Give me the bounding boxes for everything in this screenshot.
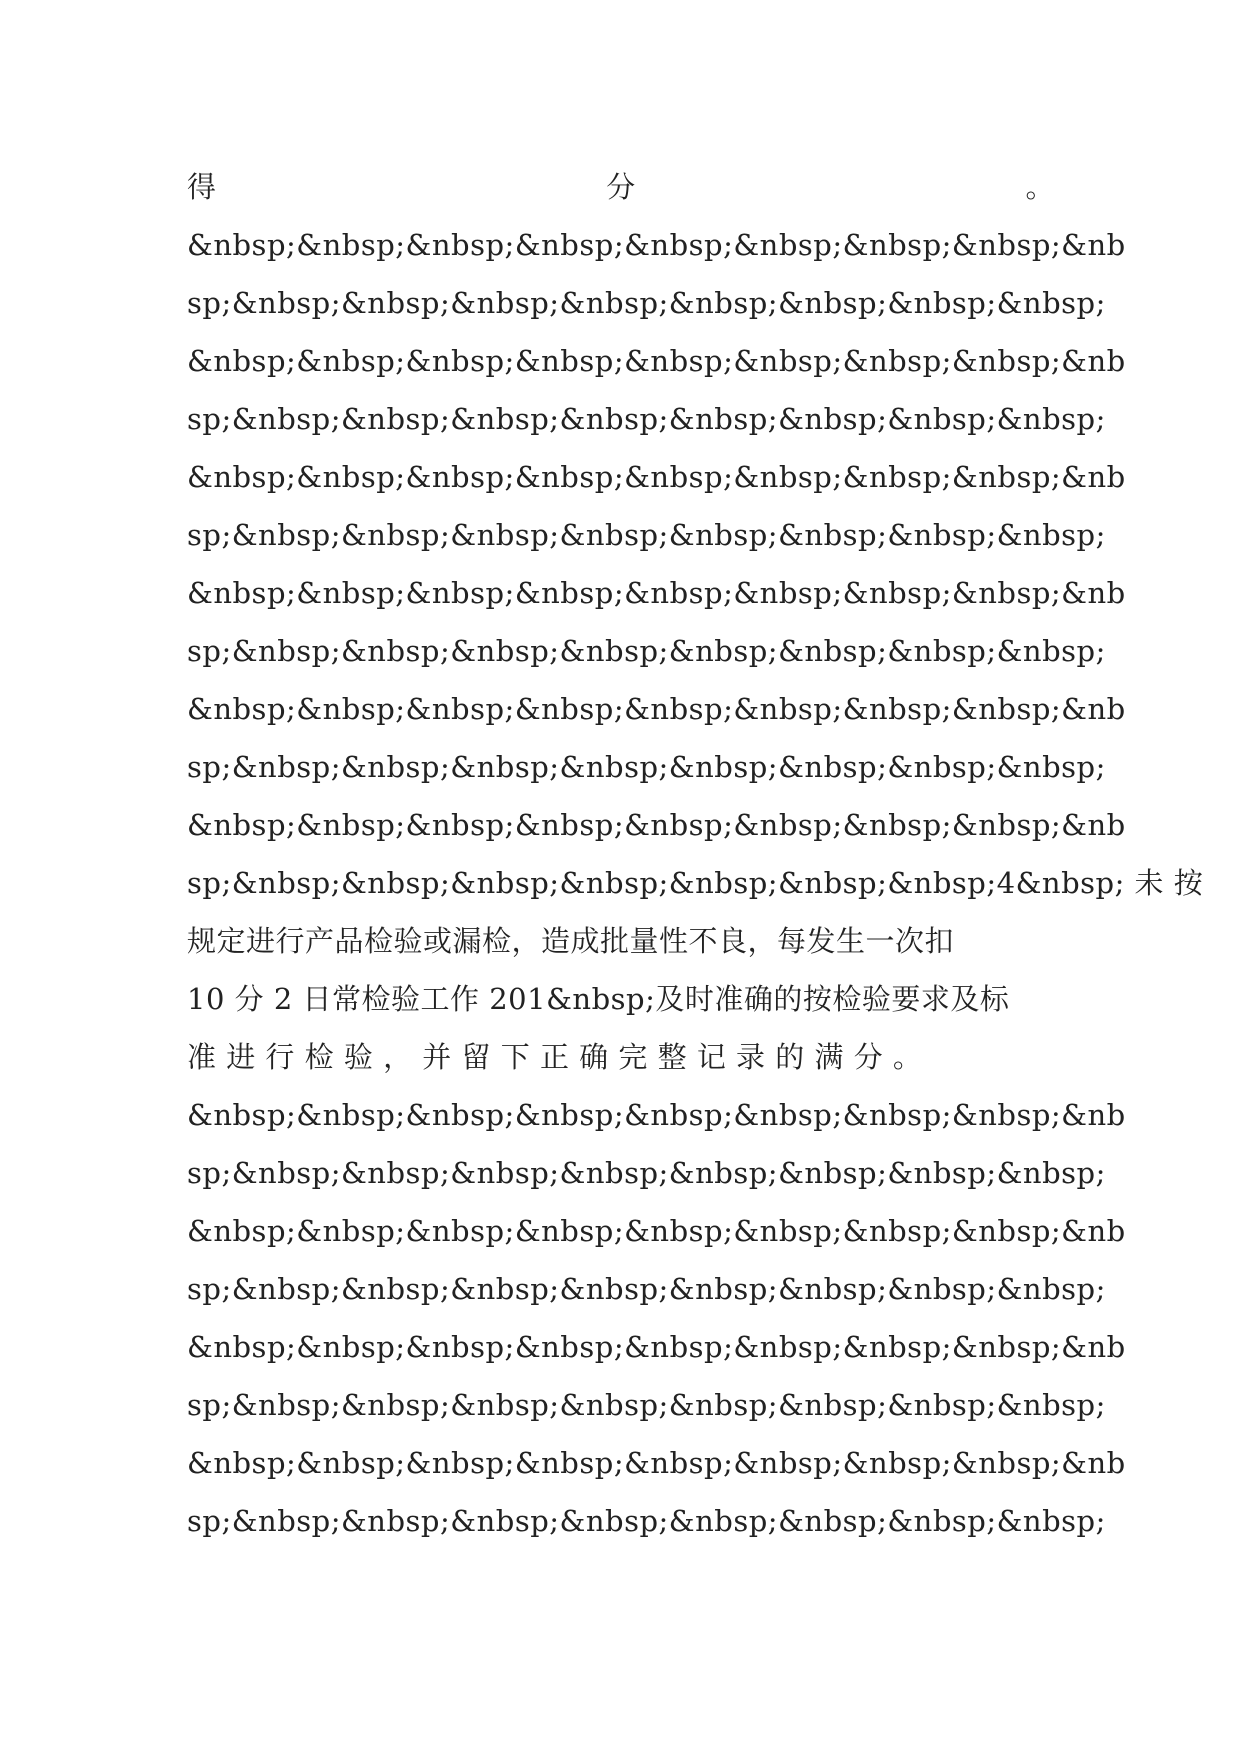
text-line-score-heading: [187, 158, 1055, 216]
text-line: 规定进行产品检验或漏检，造成批量性不良，每发生一次扣: [187, 924, 955, 958]
text-line: 10 分 2 日常检验工作 201&nbsp;及时准确的按检验要求及标: [187, 982, 1010, 1016]
text-line: sp;&nbsp;&nbsp;&nbsp;&nbsp;&nbsp;&nbsp;&nbsp;&nbsp;: [187, 1272, 1106, 1306]
text-line: sp;&nbsp;&nbsp;&nbsp;&nbsp;&nbsp;&nbsp;&nbsp;&nbsp;: [187, 402, 1106, 436]
text-line: &nbsp;&nbsp;&nbsp;&nbsp;&nbsp;&nbsp;&nbsp;&nbsp;&nb: [187, 344, 1126, 378]
text-line: sp;&nbsp;&nbsp;&nbsp;&nbsp;&nbsp;&nbsp;&nbsp;&nbsp;: [187, 1156, 1106, 1190]
text-line: sp;&nbsp;&nbsp;&nbsp;&nbsp;&nbsp;&nbsp;&nbsp;&nbsp;: [187, 634, 1106, 668]
text-line: sp;&nbsp;&nbsp;&nbsp;&nbsp;&nbsp;&nbsp;&nbsp;&nbsp;: [187, 750, 1106, 784]
heading-char: 。: [1025, 170, 1055, 204]
heading-char: 分: [606, 170, 636, 204]
text-line: &nbsp;&nbsp;&nbsp;&nbsp;&nbsp;&nbsp;&nbsp;&nbsp;&nb: [187, 808, 1126, 842]
text-line: sp;&nbsp;&nbsp;&nbsp;&nbsp;&nbsp;&nbsp;&nbsp;&nbsp;: [187, 518, 1106, 552]
text-line: &nbsp;&nbsp;&nbsp;&nbsp;&nbsp;&nbsp;&nbsp;&nbsp;&nb: [187, 1098, 1126, 1132]
text-line: sp;&nbsp;&nbsp;&nbsp;&nbsp;&nbsp;&nbsp;&nbsp;&nbsp;: [187, 1388, 1106, 1422]
text-line: sp;&nbsp;&nbsp;&nbsp;&nbsp;&nbsp;&nbsp;&nbsp;&nbsp;: [187, 1504, 1106, 1538]
text-line: &nbsp;&nbsp;&nbsp;&nbsp;&nbsp;&nbsp;&nbsp;&nbsp;&nb: [187, 1330, 1126, 1364]
text-line: &nbsp;&nbsp;&nbsp;&nbsp;&nbsp;&nbsp;&nbsp;&nbsp;&nb: [187, 1214, 1126, 1248]
text-line: &nbsp;&nbsp;&nbsp;&nbsp;&nbsp;&nbsp;&nbsp;&nbsp;&nb: [187, 228, 1126, 262]
body-text: [187, 158, 1204, 1550]
text-line: 准 进 行 检 验 ， 并 留 下 正 确 完 整 记 录 的 满 分 。: [187, 1040, 923, 1074]
text-line: sp;&nbsp;&nbsp;&nbsp;&nbsp;&nbsp;&nbsp;&nbsp;4&nbsp; 未 按: [187, 866, 1204, 900]
text-line: &nbsp;&nbsp;&nbsp;&nbsp;&nbsp;&nbsp;&nbsp;&nbsp;&nb: [187, 1446, 1126, 1480]
text-line: &nbsp;&nbsp;&nbsp;&nbsp;&nbsp;&nbsp;&nbsp;&nbsp;&nb: [187, 460, 1126, 494]
heading-char: 得: [187, 170, 217, 204]
text-line: &nbsp;&nbsp;&nbsp;&nbsp;&nbsp;&nbsp;&nbsp;&nbsp;&nb: [187, 576, 1126, 610]
text-line: &nbsp;&nbsp;&nbsp;&nbsp;&nbsp;&nbsp;&nbsp;&nbsp;&nb: [187, 692, 1126, 726]
text-line: sp;&nbsp;&nbsp;&nbsp;&nbsp;&nbsp;&nbsp;&nbsp;&nbsp;: [187, 286, 1106, 320]
